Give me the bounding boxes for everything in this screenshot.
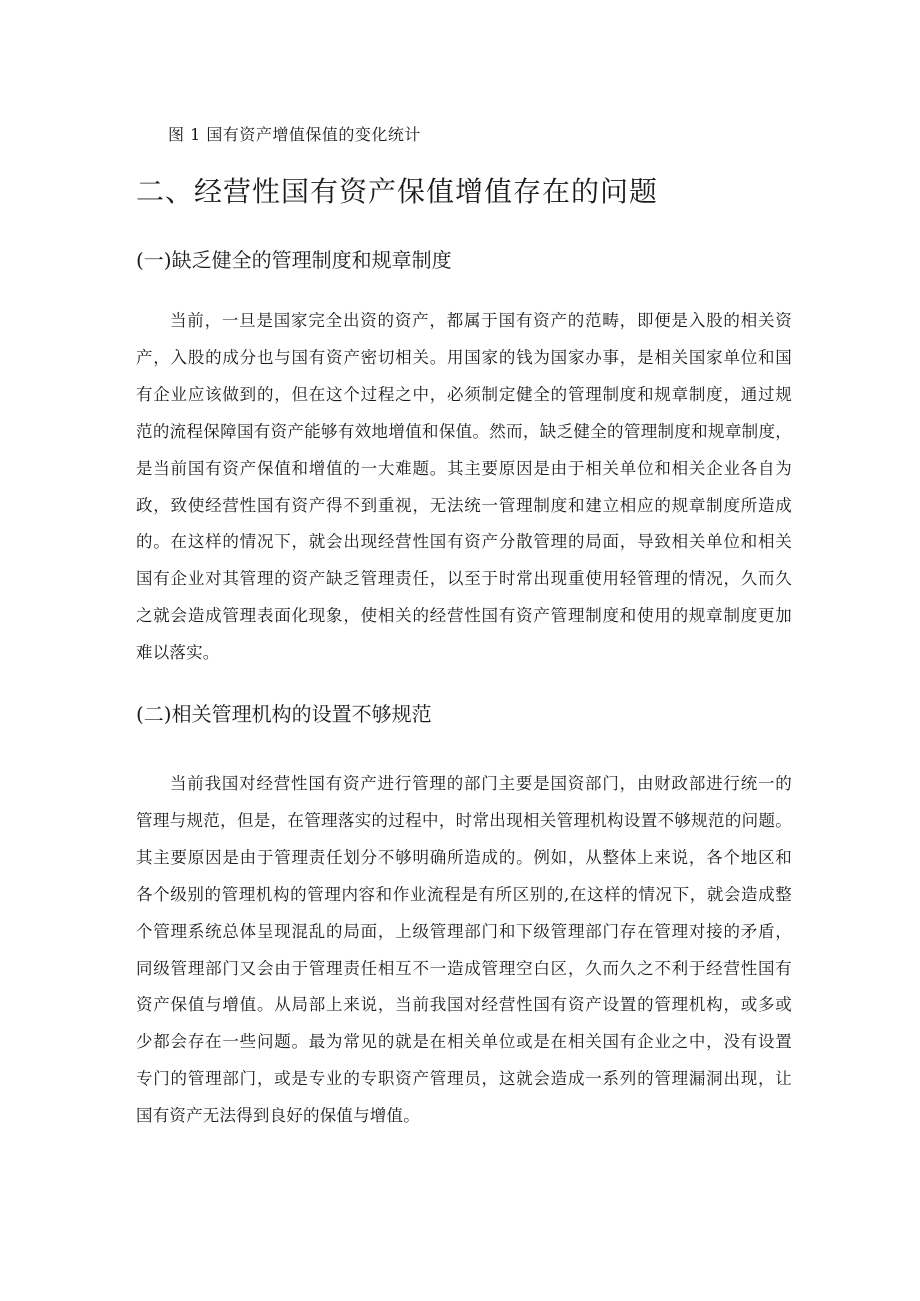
paragraph-line: 的。在这样的情况下，就会出现经营性国有资产分散管理的局面，导致相关单位和相关 xyxy=(136,532,792,552)
paragraph-2 xyxy=(136,766,792,1135)
paragraph-line: 范的流程保障国有资产能够有效地增值和保值。然而，缺乏健全的管理制度和规章制度， xyxy=(136,421,792,441)
subsection-heading-2: (二)相关管理机构的设置不够规范 xyxy=(136,702,432,726)
figure-caption: 图 1 国有资产增值保值的变化统计 xyxy=(168,125,421,144)
subsection-heading-1: (一)缺乏健全的管理制度和规章制度 xyxy=(136,248,452,272)
paragraph-line: 资产保值与增值。从局部上来说，当前我国对经营性国有资产设置的管理机构，或多或 xyxy=(136,995,792,1015)
paragraph-line: 同级管理部门又会由于管理责任相互不一造成管理空白区，久而久之不利于经营性国有 xyxy=(136,958,792,978)
paragraph-line: 之就会造成管理表面化现象，使相关的经营性国有资产管理制度和使用的规章制度更加 xyxy=(136,606,792,626)
paragraph-line: 难以落实。 xyxy=(136,643,220,663)
paragraph-line: 个管理系统总体呈现混乱的局面，上级管理部门和下级管理部门存在管理对接的矛盾， xyxy=(136,921,792,941)
paragraph-line: 当前我国对经营性国有资产进行管理的部门主要是国资部门，由财政部进行统一的 xyxy=(170,774,792,793)
paragraph-line: 管理与规范，但是，在管理落实的过程中，时常出现相关管理机构设置不够规范的问题。 xyxy=(136,810,792,830)
paragraph-line: 有企业应该做到的，但在这个过程之中，必须制定健全的管理制度和规章制度，通过规 xyxy=(136,384,792,404)
paragraph-line: 国有企业对其管理的资产缺乏管理责任，以至于时常出现重使用轻管理的情况，久而久 xyxy=(136,569,792,589)
paragraph-line: 国有资产无法得到良好的保值与增值。 xyxy=(136,1106,420,1126)
paragraph-line: 其主要原因是由于管理责任划分不够明确所造成的。例如，从整体上来说，各个地区和 xyxy=(136,847,792,867)
section-title: 二、经营性国有资产保值增值存在的问题 xyxy=(136,175,659,208)
paragraph-line: 专门的管理部门，或是专业的专职资产管理员，这就会造成一系列的管理漏洞出现，让 xyxy=(136,1069,792,1089)
paragraph-line: 少都会存在一些问题。最为常见的就是在相关单位或是在相关国有企业之中，没有设置 xyxy=(136,1032,792,1052)
paragraph-line: 各个级别的管理机构的管理内容和作业流程是有所区别的,在这样的情况下，就会造成整 xyxy=(136,884,792,904)
paragraph-line: 当前，一旦是国家完全出资的资产，都属于国有资产的范畴，即便是入股的相关资 xyxy=(170,311,792,330)
paragraph-1 xyxy=(136,303,792,672)
paragraph-line: 产，入股的成分也与国有资产密切相关。用国家的钱为国家办事，是相关国家单位和国 xyxy=(136,347,792,367)
paragraph-line: 政，致使经营性国有资产得不到重视，无法统一管理制度和建立相应的规章制度所造成 xyxy=(136,495,792,515)
paragraph-line: 是当前国有资产保值和增值的一大难题。其主要原因是由于相关单位和相关企业各自为 xyxy=(136,458,792,478)
